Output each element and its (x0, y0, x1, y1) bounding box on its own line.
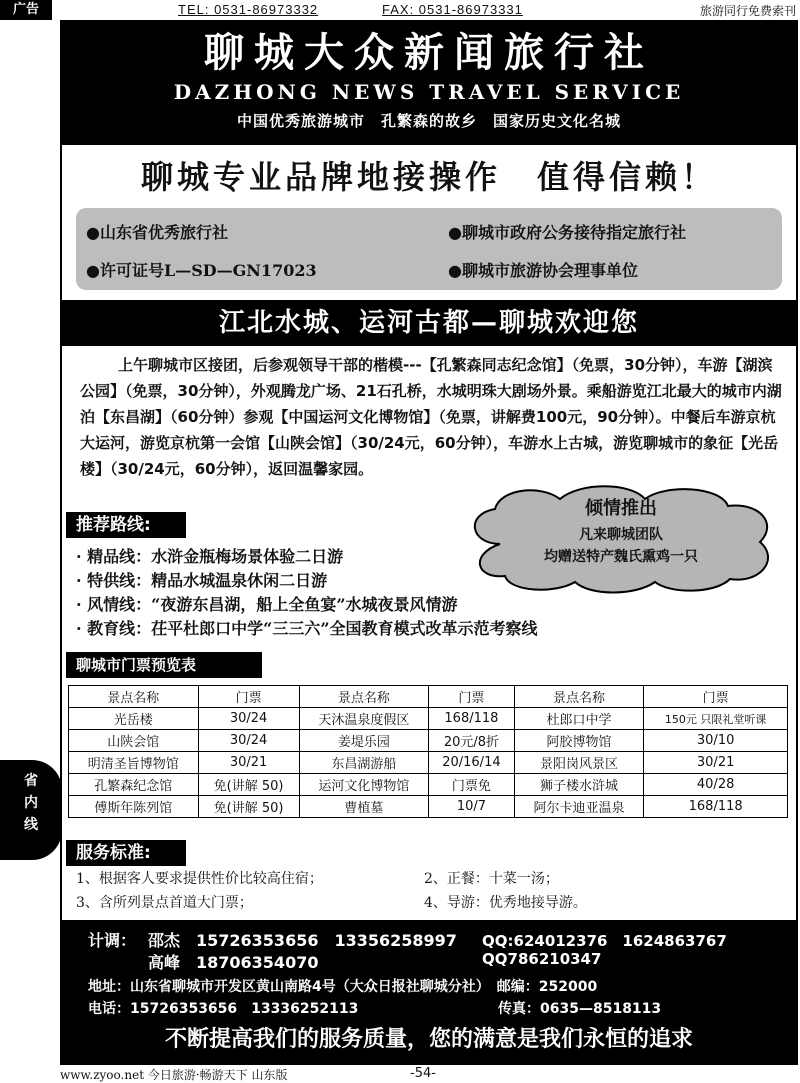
cell: 40/28 (644, 774, 788, 796)
fax-number: FAX: 0531-86973331 (382, 2, 523, 17)
cell: 天沐温泉度假区 (299, 708, 429, 730)
ad-frame (60, 20, 798, 1065)
contact-person: 高峰 18706354070 (148, 953, 319, 972)
side-tab (0, 760, 62, 860)
cell: 30/21 (644, 752, 788, 774)
cell: 运河文化博物馆 (299, 774, 429, 796)
honor-item: ●聊城市旅游协会理事单位 (448, 261, 638, 280)
cell: 景阳岗风景区 (514, 752, 644, 774)
service-item: 3、含所列景点首道大门票； (76, 895, 253, 911)
footer-text: www.zyoo.net 今日旅游·畅游天下 山东版 (60, 1068, 288, 1082)
service-item: 4、导游：优秀地接导游。 (424, 895, 587, 911)
route-item: · 教育线：茌平杜郎口中学“三三六”全国教育模式改革示范考察线 (76, 619, 538, 638)
col-header: 门票 (429, 686, 515, 708)
side-tab-char: 线 (24, 817, 38, 833)
agency-english: DAZHONG NEWS TRAVEL SERVICE (173, 80, 685, 104)
cell: 168/118 (644, 796, 788, 818)
free-label: 旅游同行免费索刊 (699, 4, 796, 18)
service-item: 1、根据客人要求提供性价比较高住宿； (76, 871, 323, 887)
agency-title: 聊城大众新闻旅行社 (204, 29, 654, 76)
cell: 150元 只限礼堂听课 (644, 708, 788, 730)
cell: 30/10 (644, 730, 788, 752)
bottom-slogan: 不断提高我们的服务质量，您的满意是我们永恒的追求 (62, 1022, 796, 1053)
phone: 电话：15726353656 13336252113 (88, 1001, 359, 1017)
col-header: 景点名称 (69, 686, 199, 708)
cell: 168/118 (429, 708, 515, 730)
cell: 光岳楼 (69, 708, 199, 730)
slogan: 聊城专业品牌地接操作 值得信赖！ (140, 158, 717, 196)
route-item: · 精品线：水浒金瓶梅场景体验二日游 (76, 547, 344, 566)
route-item: · 特供线：精品水城温泉休闲二日游 (76, 571, 328, 590)
cell: 30/24 (198, 708, 299, 730)
cell: 30/21 (198, 752, 299, 774)
welcome-banner: 江北水城、运河古都—聊城欢迎您 (62, 300, 796, 346)
cell: 杜郎口中学 (514, 708, 644, 730)
contact-label: 计调： (88, 931, 137, 950)
cell: 20/16/14 (429, 752, 515, 774)
honor-item: ●聊城市政府公务接待指定旅行社 (448, 223, 686, 242)
promo-title: 倾情推出 (585, 498, 657, 519)
fax-contact: 传真：0635—8518113 (498, 1001, 662, 1017)
col-header: 景点名称 (514, 686, 644, 708)
qq-numbers: QQ:624012376 1624863767 (482, 932, 727, 950)
honors-box (76, 208, 782, 290)
header (62, 22, 796, 145)
cell: 傅斯年陈列馆 (69, 796, 199, 818)
tickets-label: 聊城市门票预览表 (66, 652, 262, 678)
table-row (69, 774, 788, 796)
cell: 孔繁森纪念馆 (69, 774, 199, 796)
cell: 姜堤乐园 (299, 730, 429, 752)
col-header: 门票 (198, 686, 299, 708)
table-row (69, 730, 788, 752)
address: 地址：山东省聊城市开发区黄山南路4号（大众日报社聊城分社） 邮编：252000 (88, 979, 598, 995)
cell: 免(讲解 50) (198, 796, 299, 818)
tel-number: TEL: 0531-86973332 (178, 2, 319, 17)
route-item: · 风情线：“夜游东昌湖，船上全鱼宴”水城夜景风情游 (76, 595, 458, 614)
itinerary-text: 上午聊城市区接团，后参观领导干部的楷模---【孔繁森同志纪念馆】（免票，30分钟），车游【湖滨公园】（免票，30分钟），外观腾龙广场、21石孔桥，水城明珠大剧场外景。乘船游览江北最大的城市内湖泊【东昌湖】（60分钟）参观【中国运河文化博物馆】（免票，讲解费100元，90分钟）。中餐后车游京杭大运河，游览京杭第一会馆【山陕会馆】（30/24元，60分钟），车游水上古城，游览聊城市的象征【光岳楼】（30/24元，60分钟），返回温馨家园。 (80, 356, 782, 478)
table-row (69, 796, 788, 818)
cell: 阿尔卡迪亚温泉 (514, 796, 644, 818)
promo-cloud (460, 484, 782, 594)
top-bar (0, 0, 800, 20)
side-tab-char: 内 (24, 795, 38, 811)
honor-item: ●山东省优秀旅行社 (86, 223, 228, 242)
cell: 明清圣旨博物馆 (69, 752, 199, 774)
promo-line: 均赠送特产魏氏熏鸡一只 (544, 549, 698, 565)
qq-numbers: QQ786210347 (482, 950, 602, 968)
city-tags: 中国优秀旅游城市 孔繁森的故乡 国家历史文化名城 (236, 112, 621, 130)
cell: 20元/8折 (429, 730, 515, 752)
cell: 山陕会馆 (69, 730, 199, 752)
col-header: 门票 (644, 686, 788, 708)
promo-line: 凡来聊城团队 (579, 527, 663, 543)
cell: 门票免 (429, 774, 515, 796)
cell: 阿胶博物馆 (514, 730, 644, 752)
table-row (69, 752, 788, 774)
service-label: 服务标准: (66, 840, 186, 866)
routes-label: 推荐路线: (66, 512, 186, 538)
col-header: 景点名称 (299, 686, 429, 708)
page-number: -54- (410, 1066, 436, 1081)
contact-person: 邵杰 15726353656 13356258997 (148, 931, 457, 950)
cell: 免(讲解 50) (198, 774, 299, 796)
cell: 30/24 (198, 730, 299, 752)
cell: 10/7 (429, 796, 515, 818)
ad-tag: 广告 (0, 0, 52, 20)
side-tab-char: 省 (24, 773, 38, 789)
cell: 曹植墓 (299, 796, 429, 818)
honor-item: ●许可证号L—SD—GN17023 (86, 261, 317, 280)
table-header-row (69, 686, 788, 708)
service-item: 2、正餐：十菜一汤； (424, 871, 559, 887)
ticket-table (68, 685, 788, 818)
cell: 狮子楼水浒城 (514, 774, 644, 796)
cell: 东昌湖游船 (299, 752, 429, 774)
table-row (69, 708, 788, 730)
